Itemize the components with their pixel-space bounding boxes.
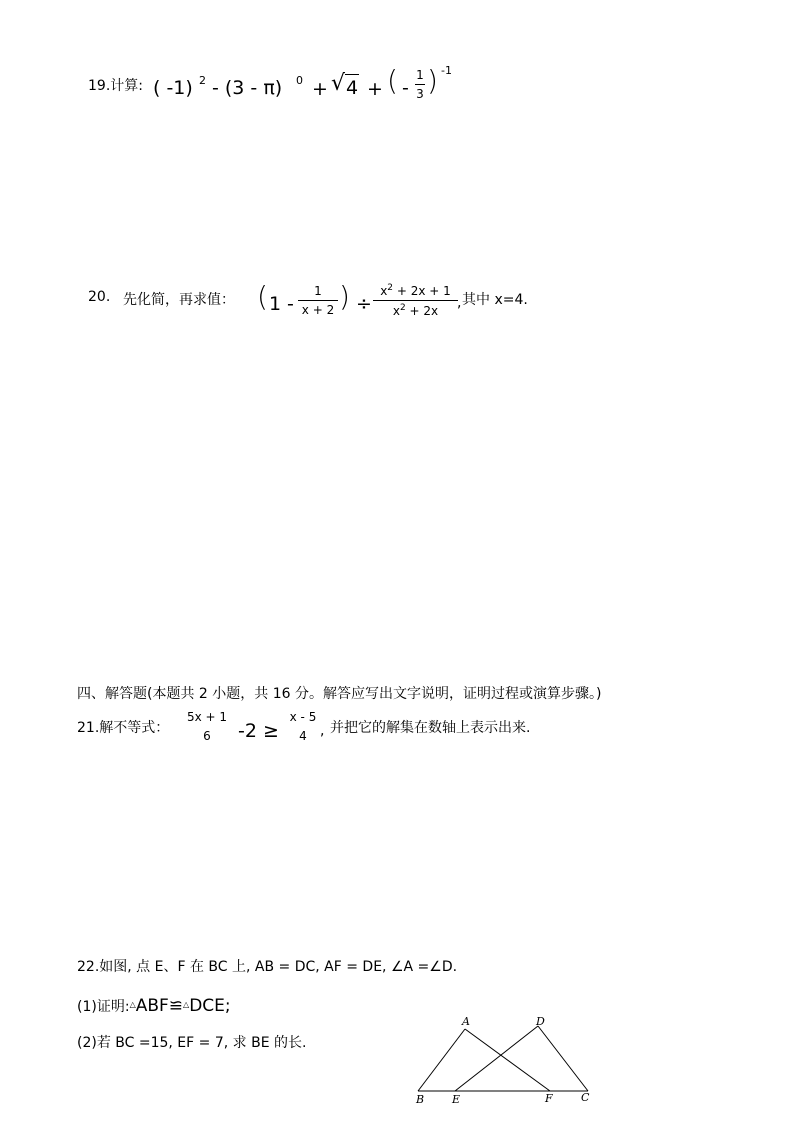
line-ed [455,1026,538,1091]
q19-term1: ( -1) [153,77,193,99]
q21-f2-den: 4 [299,729,307,743]
q21-tail: 并把它的解集在数轴上表示出来. [330,720,531,736]
sqrt-overline [345,74,359,75]
q21-f1-den: 6 [203,729,211,743]
line-ab [418,1029,465,1091]
q20-fraction-2 [373,283,458,318]
q20-f2-den-exp: 2 [399,303,406,313]
q22-statement: 22.如图, 点 E、F 在 BC 上, AB = DC, AF = DE, ∠A =∠D. [77,959,458,975]
triangle-icon: △ [129,1000,136,1009]
q20-f2-den-rest: + 2x [409,304,439,318]
line-dc [538,1026,588,1091]
q19-term2: - (3 - π) [212,77,283,99]
q20-f2-den-x: x [392,304,400,318]
q22-part1-prefix: (1)证明: [77,999,130,1015]
q20-label: 20. [88,289,111,305]
q21-f1-num: 5x + 1 [186,710,228,724]
q21-middle: -2 ≥ [238,720,279,742]
q19-exp1: 2 [199,74,206,87]
q22-part-2: (2)若 BC =15, EF = 7, 求 BE 的长. [77,1035,307,1051]
section-4-heading: 四、解答题(本题共 2 小题，共 16 分。解答应写出文字说明，证明过程或演算步骤。) [77,686,602,702]
q20-left-paren: ( [257,280,268,313]
q19-frac-num: 1 [416,68,424,82]
q20-f2-den [373,303,458,318]
q19-plus1: + [312,78,328,100]
q19-label: 19.计算: [88,78,143,94]
q19-left-paren: ( [387,64,398,97]
q21-comma: , [320,723,325,739]
q21-f1-bar [183,726,231,727]
q20-right-paren: ) [339,280,350,313]
q21-f2-num: x - 5 [289,710,317,724]
q19-right-paren: ) [427,64,438,97]
q20-tail: 其中 x=4. [462,292,528,308]
q21-label: 21.解不等式： [77,720,170,736]
label-b: B [416,1093,425,1106]
line-af [465,1029,550,1091]
q19-frac-bar [415,84,425,85]
triangle-icon: △ [183,1000,190,1009]
q20-divide: ÷ [356,293,372,315]
label-a: A [462,1015,470,1028]
q19-exp3: -1 [441,64,452,77]
q20-one: 1 [269,293,282,315]
q20-f2-num [373,283,458,298]
q21-f2-bar [284,726,322,727]
q20-f2-num-exp: 2 [387,283,394,293]
q20-f2-num-rest: + 2x + 1 [396,284,451,298]
q19-plus2: + [367,78,383,100]
q19-frac-den: 3 [416,87,424,101]
label-c: C [581,1091,590,1104]
q21-fraction-2 [284,710,325,743]
q22-tri1: ABF [135,996,169,1016]
q21-fraction-1 [183,710,231,743]
q20-minus: - [287,293,294,315]
q20-f1-bar [298,300,338,301]
sqrt-symbol: √ [331,71,346,96]
q20-f1-den: x + 2 [301,303,335,317]
q19-neg: - [402,77,409,99]
label-e: E [452,1093,461,1106]
label-f: F [545,1092,553,1105]
q22-tri2: DCE; [189,996,231,1016]
q20-f1-num: 1 [314,284,322,298]
triangle-figure [405,1012,605,1108]
q20-f2-bar [373,300,458,301]
label-d: D [536,1015,545,1028]
q19-fraction [415,68,425,101]
q20-instruction: 先化简，再求值： [123,292,235,308]
q19-exp2: 0 [296,74,303,87]
q22-part-1 [77,996,231,1016]
q19-radicand: 4 [346,77,359,99]
q20-comma: , [457,295,462,311]
q20-fraction-1 [298,284,338,317]
congruent-icon: ≌ [168,996,184,1016]
q20-f2-num-x: x [380,284,388,298]
